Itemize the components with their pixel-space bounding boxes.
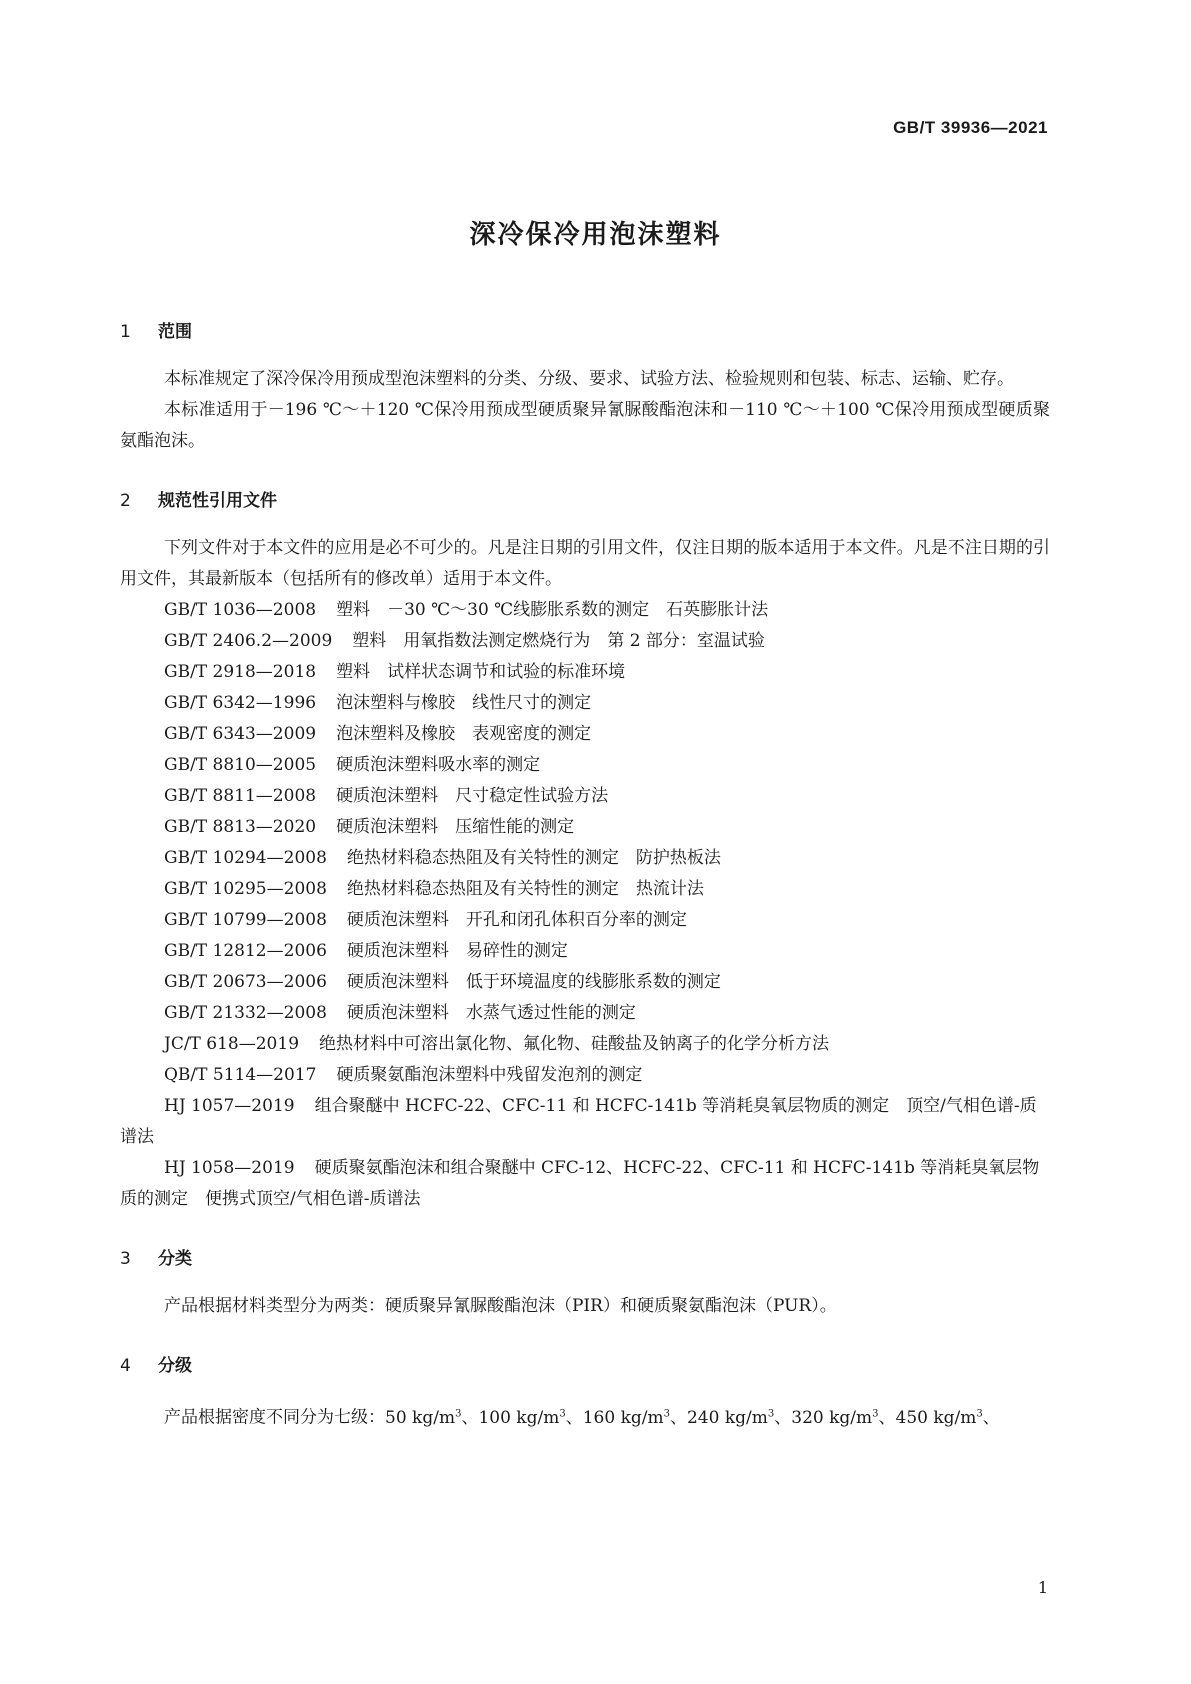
section-heading-scope (120, 318, 1050, 346)
reference-code: GB/T 8810—2005 (164, 755, 317, 775)
paragraph: 产品根据材料类型分为两类：硬质聚异氰脲酸酯泡沫（PIR）和硬质聚氨酯泡沫（PUR）。 (164, 1296, 837, 1316)
reference-item (120, 626, 1050, 657)
reference-list (120, 595, 1050, 1215)
section-number: 4 (120, 1356, 131, 1376)
reference-title: 绝热材料稳态热阻及有关特性的测定 热流计法 (346, 879, 704, 899)
reference-title: 泡沫塑料及橡胶 表观密度的测定 (336, 724, 592, 744)
reference-title: 硬质聚氨酯泡沫塑料中残留发泡剂的测定 (336, 1065, 643, 1085)
reference-title: 硬质泡沫塑料 低于环境温度的线膨胀系数的测定 (346, 972, 721, 992)
reference-item (120, 967, 1050, 998)
reference-item (120, 1029, 1050, 1060)
reference-code: GB/T 2918—2018 (164, 662, 317, 682)
reference-title: 塑料 试样状态调节和试验的标准环境 (336, 662, 626, 682)
reference-title: 硬质泡沫塑料 开孔和闭孔体积百分率的测定 (346, 910, 687, 930)
reference-item (120, 595, 1050, 626)
reference-code: QB/T 5114—2017 (164, 1065, 317, 1085)
section-heading-grading (120, 1352, 1050, 1380)
reference-item (120, 719, 1050, 750)
section-number: 3 (120, 1249, 131, 1269)
reference-title: 绝热材料稳态热阻及有关特性的测定 防护热板法 (346, 848, 721, 868)
reference-code: HJ 1058—2019 (164, 1158, 295, 1178)
reference-code: GB/T 2406.2—2009 (164, 631, 333, 651)
grading-prefix: 产品根据密度不同分为七级： (164, 1407, 385, 1428)
document-body (120, 318, 1050, 1434)
density-grade: 450 $kg/m^3$、 (895, 1407, 1000, 1428)
grading-paragraph (120, 1398, 1050, 1434)
reference-item (120, 750, 1050, 781)
reference-code: GB/T 20673—2006 (164, 972, 327, 992)
reference-item (120, 1060, 1050, 1091)
reference-item (120, 936, 1050, 967)
reference-code: GB/T 8811—2008 (164, 786, 317, 806)
reference-item (120, 1091, 1050, 1153)
reference-item (120, 874, 1050, 905)
reference-code: GB/T 6343—2009 (164, 724, 317, 744)
reference-item (120, 688, 1050, 719)
section-heading-classification (120, 1245, 1050, 1273)
section-title: 分类 (158, 1249, 192, 1269)
reference-item (120, 1153, 1050, 1215)
reference-title: 硬质泡沫塑料吸水率的测定 (336, 755, 541, 775)
reference-title: 组合聚醚中 HCFC-22、CFC-11 和 HCFC-141b 等消耗臭氧层物质的测定 顶空/气相色谱-质谱法 (120, 1096, 1037, 1147)
density-grade: 100 $kg/m^3$、 (478, 1407, 583, 1428)
section-title: 分级 (158, 1356, 192, 1376)
reference-title: 绝热材料中可溶出氯化物、氟化物、硅酸盐及钠离子的化学分析方法 (319, 1034, 830, 1054)
standard-number: GB/T 39936—2021 (893, 118, 1048, 137)
reference-code: GB/T 8813—2020 (164, 817, 317, 837)
reference-code: JC/T 618—2019 (164, 1034, 300, 1054)
reference-item (120, 657, 1050, 688)
reference-code: GB/T 10295—2008 (164, 879, 327, 899)
density-grade: 240 $kg/m^3$、 (686, 1407, 792, 1428)
reference-title: 硬质泡沫塑料 水蒸气透过性能的测定 (346, 1003, 636, 1023)
paragraph: 本标准适用于－196 ℃～＋120 ℃保冷用预成型硬质聚异氰脲酸酯泡沫和－110 ℃～＋100 ℃保冷用预成型硬质聚氨酯泡沫。 (120, 400, 1050, 451)
density-grade: 160 $kg/m^3$、 (582, 1407, 687, 1428)
section-title: 规范性引用文件 (158, 491, 277, 511)
reference-title: 塑料 －30 ℃～30 ℃线膨胀系数的测定 石英膨胀计法 (336, 600, 769, 620)
reference-code: GB/T 10294—2008 (164, 848, 327, 868)
reference-title: 硬质泡沫塑料 压缩性能的测定 (336, 817, 575, 837)
reference-code: GB/T 10799—2008 (164, 910, 327, 930)
reference-item (120, 781, 1050, 812)
reference-title: 硬质泡沫塑料 尺寸稳定性试验方法 (336, 786, 609, 806)
reference-title: 塑料 用氧指数法测定燃烧行为 第 2 部分：室温试验 (352, 631, 765, 651)
paragraph: 本标准规定了深冷保冷用预成型泡沫塑料的分类、分级、要求、试验方法、检验规则和包装、标志、运输、贮存。 (164, 369, 1014, 389)
reference-title: 硬质聚氨酯泡沫和组合聚醚中 CFC-12、HCFC-22、CFC-11 和 HCFC-141b 等消耗臭氧层物质的测定 便携式顶空/气相色谱-质谱法 (120, 1158, 1040, 1209)
reference-item (120, 905, 1050, 936)
reference-code: HJ 1057—2019 (164, 1096, 295, 1116)
density-grade: 50 $kg/m^3$、 (385, 1407, 479, 1428)
reference-code: GB/T 1036—2008 (164, 600, 317, 620)
section-heading-normative-references (120, 487, 1050, 515)
reference-item (120, 812, 1050, 843)
section-title: 范围 (158, 322, 192, 342)
paragraph: 下列文件对于本文件的应用是必不可少的。凡是注日期的引用文件，仅注日期的版本适用于本文件。凡是不注日期的引用文件，其最新版本（包括所有的修改单）适用于本文件。 (120, 538, 1050, 589)
section-number: 2 (120, 491, 131, 511)
page-number: 1 (1037, 1578, 1048, 1597)
reference-item (120, 998, 1050, 1029)
reference-title: 硬质泡沫塑料 易碎性的测定 (346, 941, 568, 961)
document-title: 深冷保冷用泡沫塑料 (469, 220, 722, 250)
section-number: 1 (120, 322, 131, 342)
reference-code: GB/T 12812—2006 (164, 941, 327, 961)
density-grade: 320 $kg/m^3$、 (791, 1407, 896, 1428)
reference-code: GB/T 6342—1996 (164, 693, 317, 713)
reference-title: 泡沫塑料与橡胶 线性尺寸的测定 (336, 693, 592, 713)
reference-code: GB/T 21332—2008 (164, 1003, 327, 1023)
reference-item (120, 843, 1050, 874)
